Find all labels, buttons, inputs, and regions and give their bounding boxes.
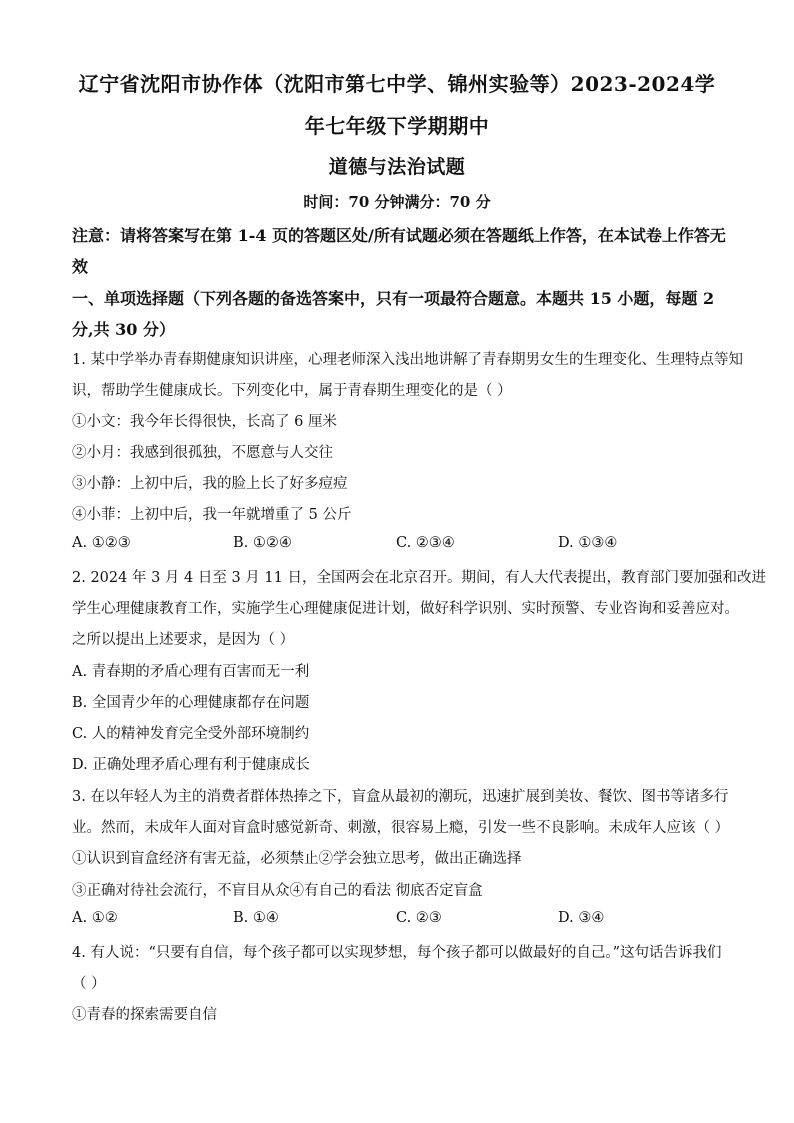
q3-option-b[interactable]: B. ①④ bbox=[233, 910, 279, 926]
q4-stem-line1: 4. 有人说：“只要有自信，每个孩子都可以实现梦想，每个孩子都可以做最好的自己。”这句话告诉我们 bbox=[72, 945, 722, 961]
q4-statement-1: ①青春的探索需要自信 bbox=[72, 1007, 217, 1023]
q3-option-d[interactable]: D. ③④ bbox=[558, 910, 605, 926]
q2-choice-b[interactable]: B. 全国青少年的心理健康都存在问题 bbox=[72, 695, 310, 711]
q2-stem-line2: 学生心理健康教育工作，实施学生心理健康促进计划，做好科学识别、实时预警、专业咨询和妥善应对。 bbox=[72, 601, 739, 617]
q1-option-d[interactable]: D. ①③④ bbox=[558, 535, 618, 551]
q2-stem-line3: 之所以提出上述要求，是因为（ ） bbox=[72, 632, 295, 648]
q1-statement-3: ③小静：上初中后，我的脸上长了好多痘痘 bbox=[72, 476, 348, 492]
q2-choice-c[interactable]: C. 人的精神发育完全受外部环境制约 bbox=[72, 726, 310, 742]
q3-statement-2: ③正确对待社会流行，不盲目从众④有自己的看法 彻底否定盲盒 bbox=[72, 883, 483, 899]
exam-title-line1: 辽宁省沈阳市协作体（沈阳市第七中学、锦州实验等）2023-2024学 bbox=[78, 72, 716, 96]
q1-option-c[interactable]: C. ②③④ bbox=[396, 535, 455, 551]
exam-time-info: 时间：70 分钟满分：70 分 bbox=[303, 193, 491, 211]
q1-statement-4: ④小菲：上初中后，我一年就增重了 5 公斤 bbox=[72, 507, 352, 523]
q3-stem-line2: 业。然而，未成年人面对盲盒时感觉新奇、刺激，很容易上瘾，引发一些不良影响。未成年人应该（ ） bbox=[72, 820, 730, 836]
q1-statement-2: ②小月：我感到很孤独，不愿意与人交往 bbox=[72, 445, 333, 461]
exam-title-line2: 年七年级下学期期中 bbox=[304, 114, 490, 138]
q2-choice-a[interactable]: A. 青春期的矛盾心理有百害而无一利 bbox=[72, 664, 310, 680]
q3-stem-line1: 3. 在以年轻人为主的消费者群体热捧之下，盲盒从最初的潮玩，迅速扩展到美妆、餐饮、图书等诸多行 bbox=[72, 789, 729, 805]
q1-option-a[interactable]: A. ①②③ bbox=[72, 535, 131, 551]
notice-line2: 效 bbox=[72, 257, 89, 276]
q3-option-c[interactable]: C. ②③ bbox=[396, 910, 442, 926]
q2-stem-line1: 2. 2024 年 3 月 4 日至 3 月 11 日，全国两会在北京召开。期间，有人大代表提出，教育部门要加强和改进 bbox=[72, 570, 766, 586]
q2-choice-d[interactable]: D. 正确处理矛盾心理有利于健康成长 bbox=[72, 757, 310, 773]
section-heading-line2: 分,共 30 分） bbox=[72, 320, 175, 339]
q3-option-a[interactable]: A. ①② bbox=[72, 910, 118, 926]
notice-line1: 注意：请将答案写在第 1-4 页的答题区处/所有试题必须在答题纸上作答，在本试卷上作答无 bbox=[72, 226, 726, 245]
q1-option-b[interactable]: B. ①②④ bbox=[233, 535, 292, 551]
q1-stem-line2: 识，帮助学生健康成长。下列变化中，属于青春期生理变化的是（ ） bbox=[72, 383, 512, 399]
exam-subject: 道德与法治试题 bbox=[328, 156, 466, 178]
q4-stem-line2: （ ） bbox=[72, 976, 106, 992]
section-heading-line1: 一、单项选择题（下列各题的备选答案中，只有一项最符合题意。本题共 15 小题，每题 2 bbox=[72, 289, 715, 308]
q1-stem-line1: 1. 某中学举办青春期健康知识讲座，心理老师深入浅出地讲解了青春期男女生的生理变化、生理特点等知 bbox=[72, 352, 743, 368]
q3-statement-1: ①认识到盲盒经济有害无益，必须禁止②学会独立思考，做出正确选择 bbox=[72, 851, 522, 867]
q1-statement-1: ①小文：我今年长得很快，长高了 6 厘米 bbox=[72, 414, 337, 430]
